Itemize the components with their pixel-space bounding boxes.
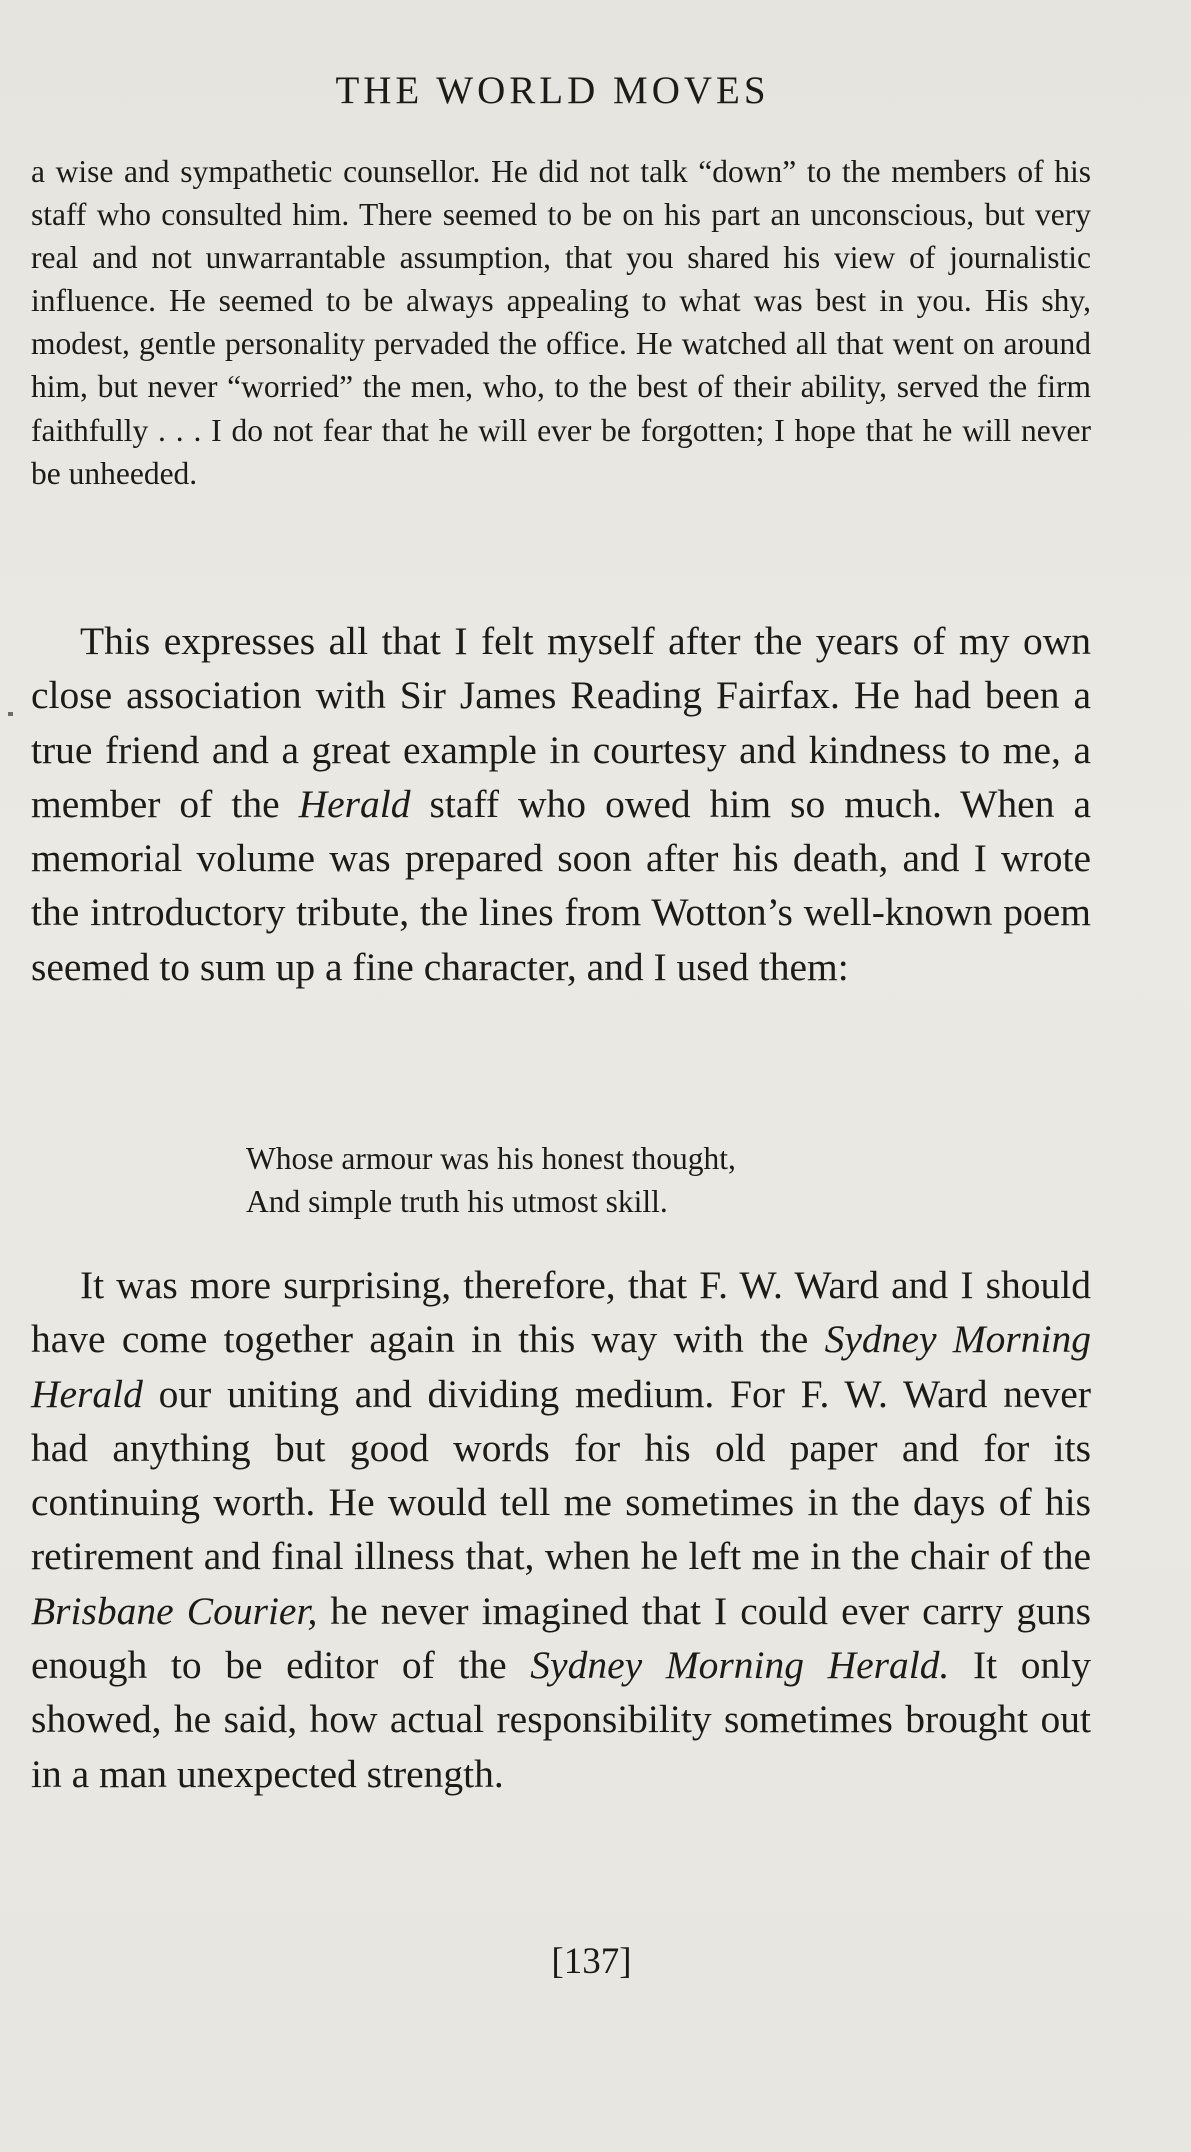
block-quotation: a wise and sympathetic counsellor. He did not talk “down” to the members of his staff who consulted him. There seemed to be on his part an unconscious, but very real and not unwarrantable assumption, that you shared his view of journalistic influence. He seemed to be always appealing to what was best in you. His shy, modest, gentle personality pervaded the office. He watched all that went on around him, but never “worried” the men, who, to the best of their ability, served the firm faithfully . . . I do not fear that he will ever be forgotten; I hope that he will never be unheeded. [31, 154, 1091, 491]
paragraph-text: he never imagined that I could ever carry guns enough to be editor of the [31, 1588, 1091, 1688]
margin-mark [8, 712, 13, 716]
paragraph-text: It was more surprising, therefore, that F. W. Ward and I should have come together again in this way with the [31, 1263, 1091, 1362]
italic-title-courier: Brisbane Courier, [31, 1588, 318, 1633]
paragraph-text: This expresses all that I felt myself after the years of my own close association with Sir James Reading Fairfax. He had been a true friend and a great example in courtesy and kindness to me, a member of the [31, 619, 1091, 826]
paragraph-ward [31, 1258, 1091, 1801]
italic-title-smh: Sydney Morning Herald. [530, 1643, 950, 1688]
italic-title-herald: Herald [298, 781, 411, 826]
verse-quotation [246, 1137, 1046, 1223]
running-head: THE WORLD MOVES [335, 69, 770, 112]
paragraph-text: staff who owed him so much. When a memorial volume was prepared soon after his death, and I wrote the introductory tribute, the lines from Wotton’s well-known poem seemed to sum up a fine character, and I used them: [31, 781, 1092, 989]
italic-title-smh: Sydney Morning Herald [31, 1317, 1091, 1416]
verse-line: And simple truth his utmost skill. [246, 1184, 668, 1219]
page-number [0, 1940, 1191, 1984]
paragraph-fairfax [31, 614, 1091, 994]
paragraph-text: It only showed, he said, how actual responsibility sometimes brought out in a man unexpected strength. [31, 1643, 1091, 1796]
verse-line: Whose armour was his honest thought, [246, 1141, 736, 1176]
page-number-text: [137] [551, 1941, 632, 1982]
paragraph-text: our uniting and dividing medium. For F. W. Ward never had anything but good words for his old paper and for its continuing worth. He would tell me sometimes in the days of his retirement and final illness that, when he left me in the chair of the [31, 1371, 1091, 1579]
